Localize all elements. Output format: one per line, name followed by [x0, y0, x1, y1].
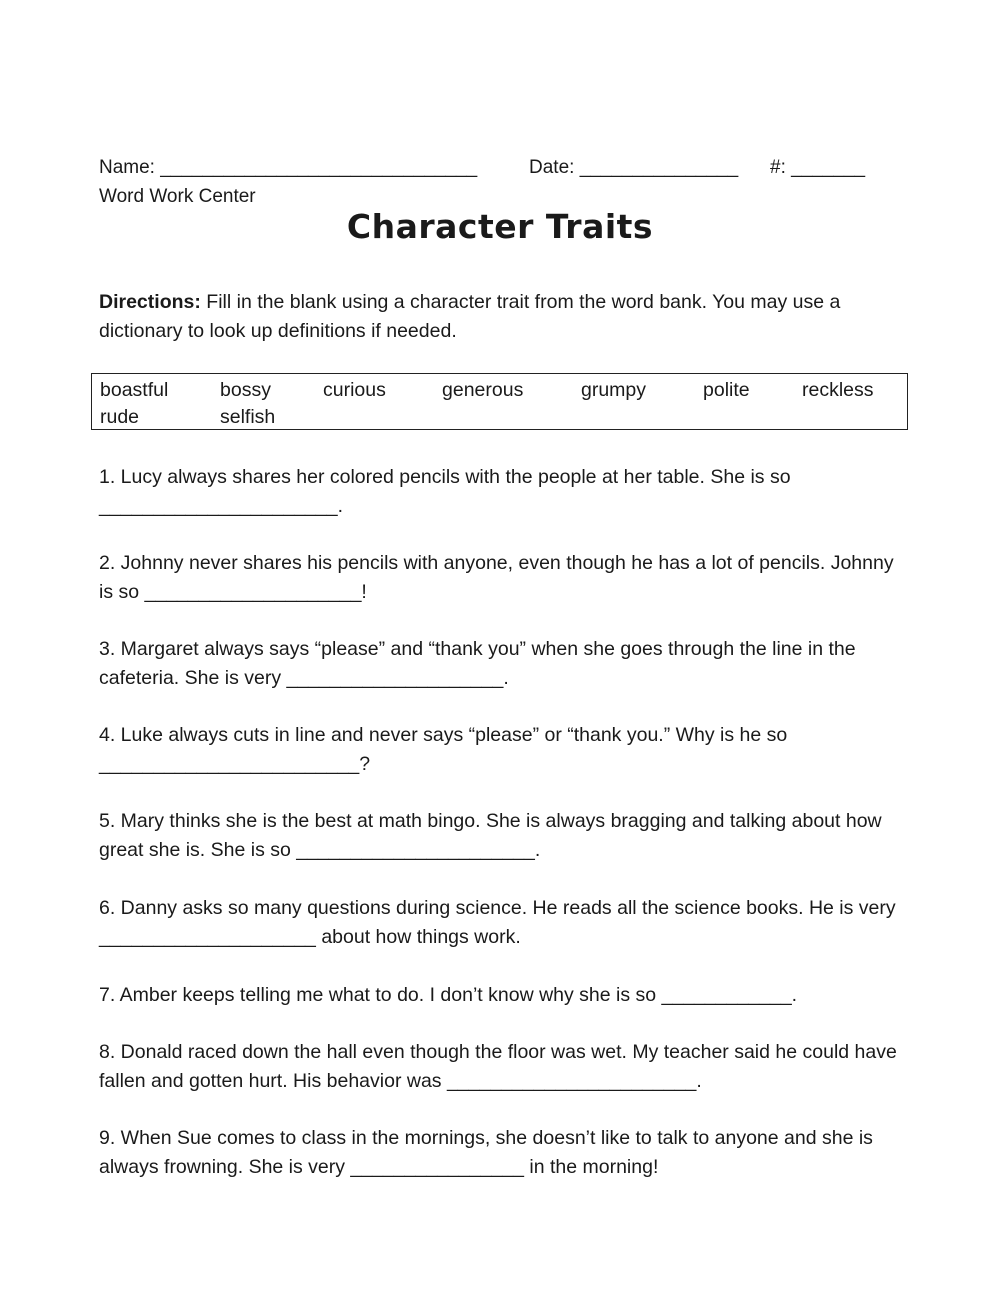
question-6: 6. Danny asks so many questions during science. He reads all the science books. He is very ____________________ about how things work. [99, 897, 896, 948]
directions [99, 288, 899, 346]
question-9: 9. When Sue comes to class in the mornings, she doesn’t like to talk to anyone and she is always frowning. She is very ________________ in the morning! [99, 1127, 873, 1178]
word-bank-item: rude [100, 406, 140, 428]
directions-label: Directions: [99, 291, 201, 313]
question-8: 8. Donald raced down the hall even though the floor was wet. My teacher said he could have fallen and gotten hurt. His behavior was _______________________. [99, 1041, 897, 1092]
word-bank [91, 373, 908, 430]
question-5: 5. Mary thinks she is the best at math bingo. She is always bragging and talking about how great she is. She is so ______________________. [99, 810, 882, 861]
word-bank-item: boastful [100, 379, 169, 401]
word-bank-item: polite [703, 379, 750, 401]
question-1: 1. Lucy always shares her colored pencils with the people at her table. She is so ______________________. [99, 466, 791, 517]
question-7: 7. Amber keeps telling me what to do. I don’t know why she is so ____________. [99, 984, 798, 1006]
word-bank-item: selfish [220, 406, 276, 428]
word-bank-item: bossy [220, 379, 271, 401]
word-bank-item: grumpy [581, 379, 647, 401]
name-field: Name: ______________________________ [99, 157, 478, 178]
word-bank-item: generous [442, 379, 524, 401]
word-bank-item: reckless [802, 379, 874, 401]
center-label: Word Work Center [99, 186, 256, 207]
question-2: 2. Johnny never shares his pencils with anyone, even though he has a lot of pencils. Johnny is so ____________________! [99, 552, 894, 603]
question-4: 4. Luke always cuts in line and never says “please” or “thank you.” Why is he so ________________________? [99, 724, 788, 775]
page-title: Character Traits [346, 207, 654, 246]
word-bank-item: curious [323, 379, 386, 401]
number-field: #: _______ [770, 157, 866, 178]
date-field: Date: _______________ [529, 157, 739, 178]
directions-text: Fill in the blank using a character trait from the word bank. You may use a dictionary to look up definitions if needed. [99, 291, 841, 342]
question-3: 3. Margaret always says “please” and “thank you” when she goes through the line in the cafeteria. She is very ____________________. [99, 638, 856, 689]
